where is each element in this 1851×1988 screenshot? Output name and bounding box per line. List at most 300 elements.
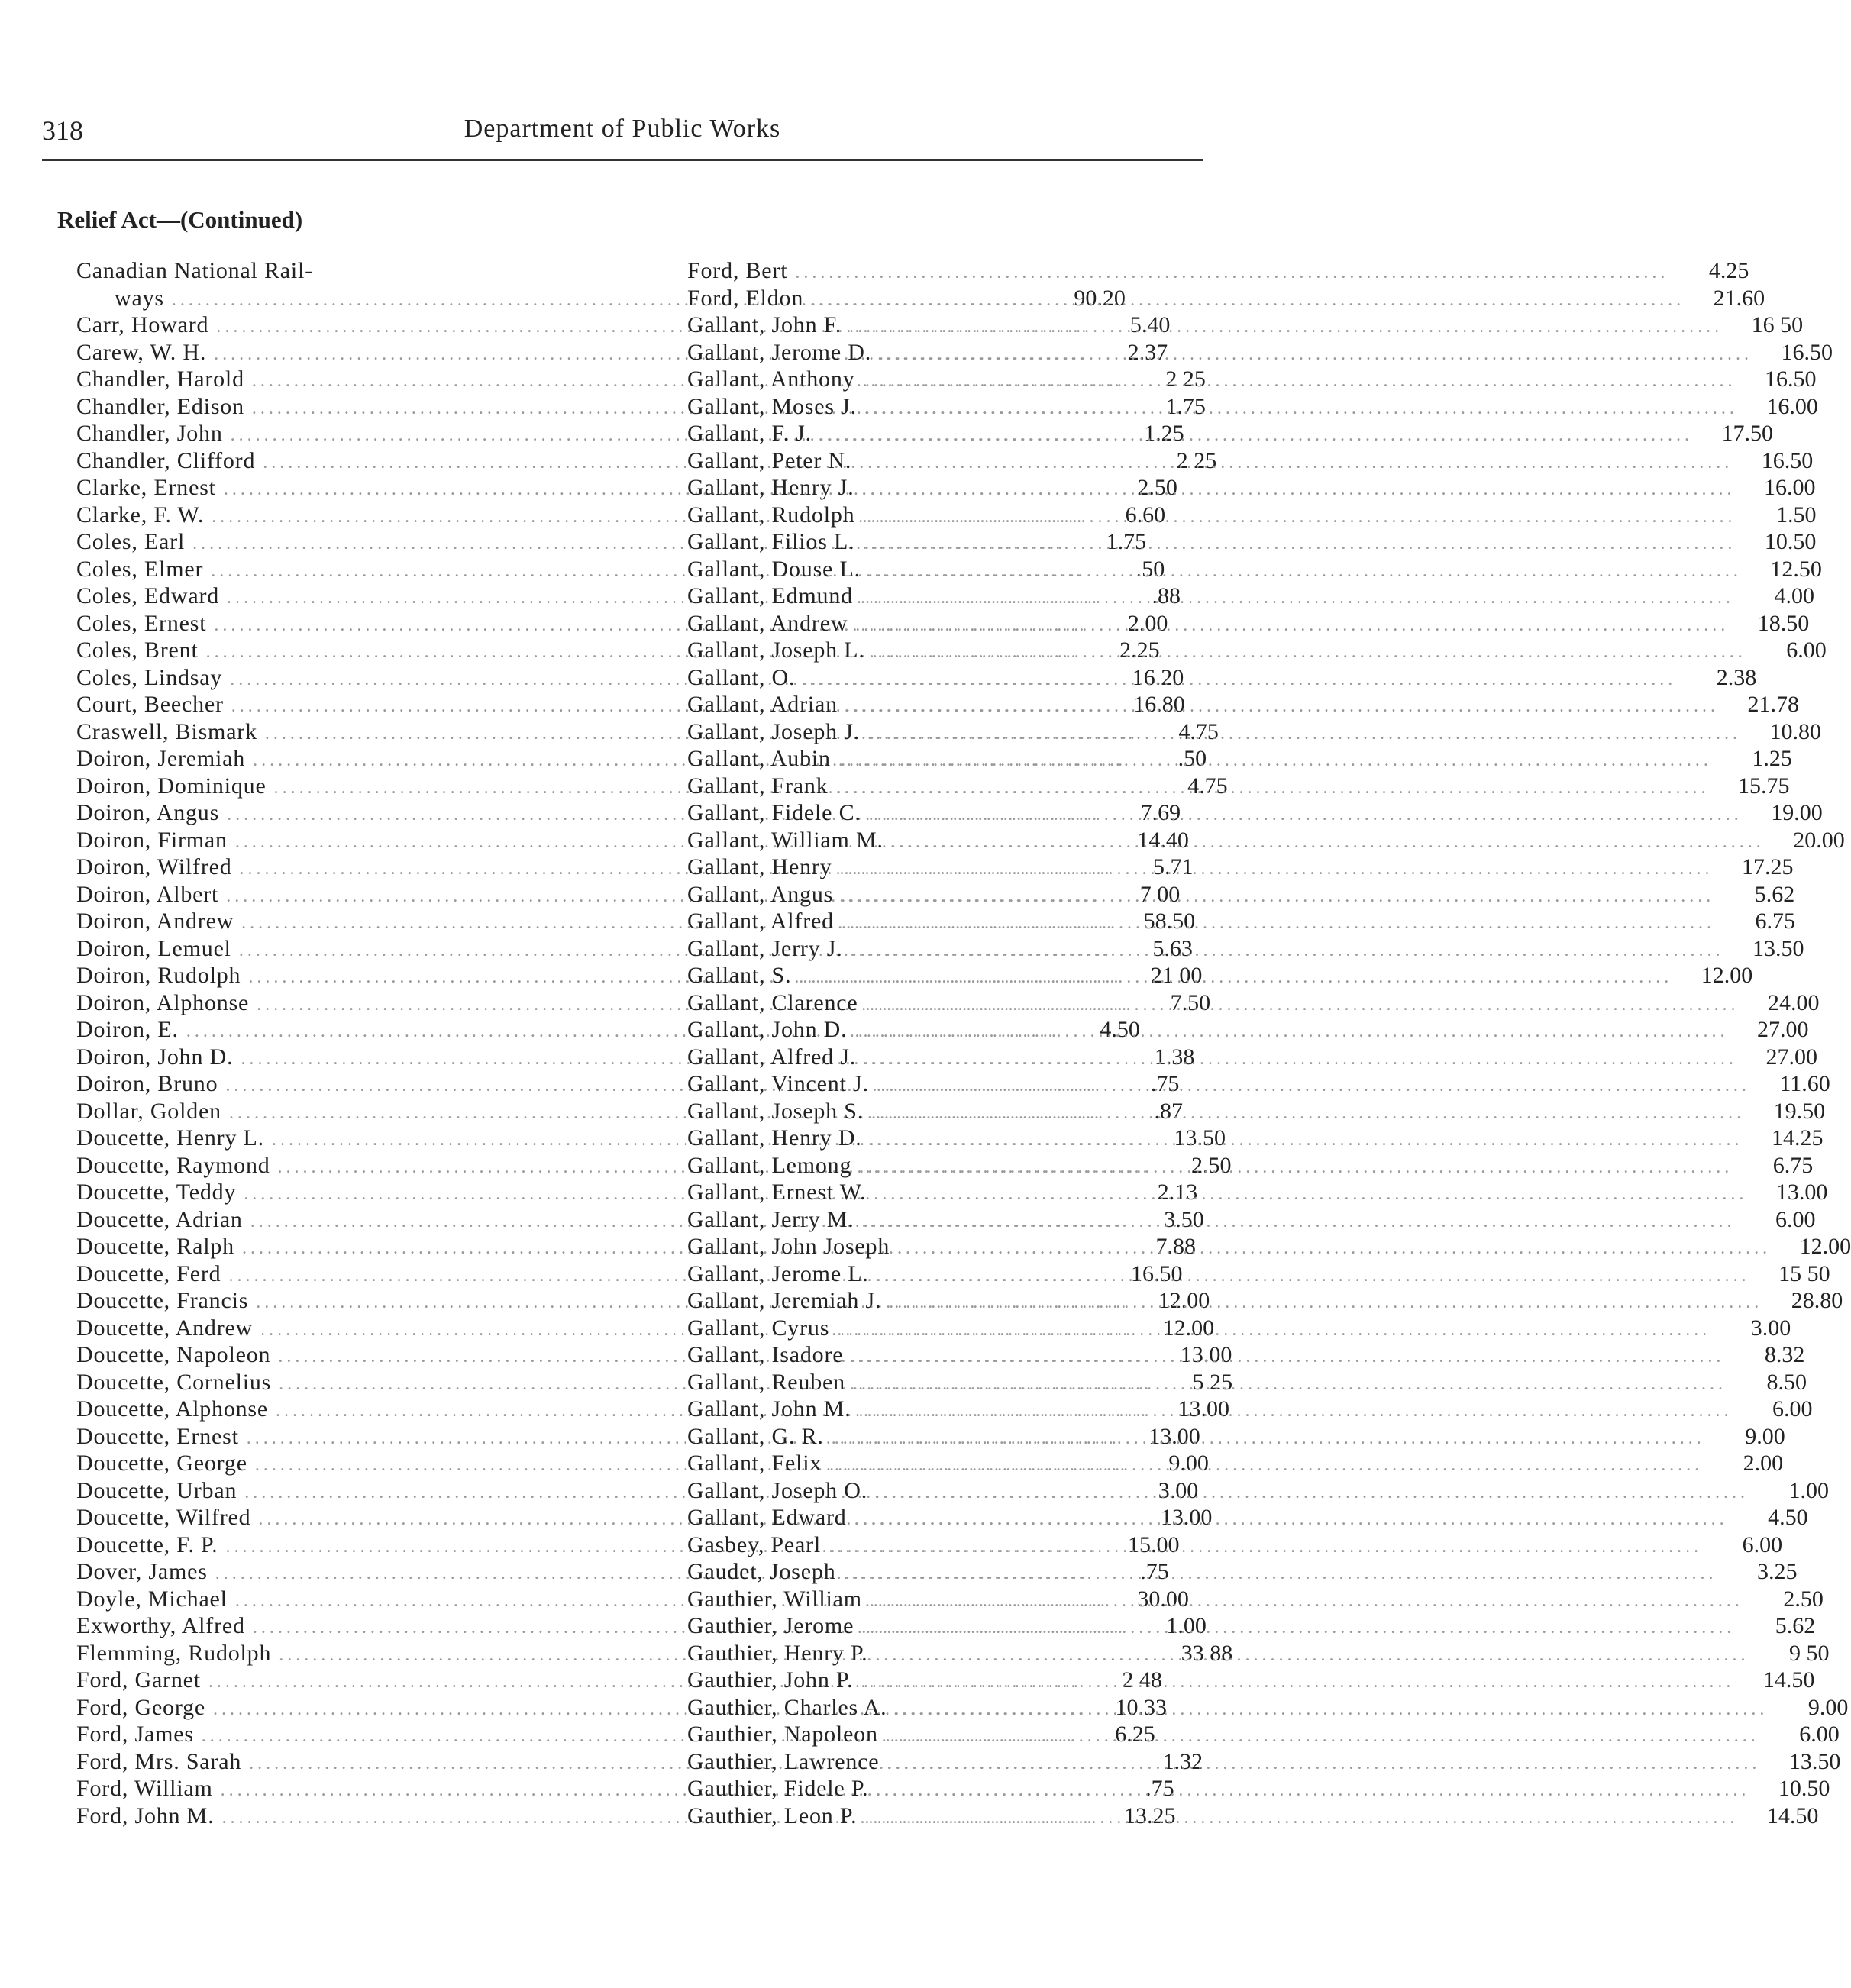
entry-amount: 5 25 [1192,1369,1233,1395]
dot-leader [876,1777,1749,1805]
dot-leader [886,1723,1759,1751]
entry-amount: 2.25 [1119,637,1160,663]
entry-amount: 6.00 [1775,1206,1816,1232]
entry-name: Gauthier, Henry P. [687,1640,868,1666]
list-item [687,285,1765,312]
entry-name: Doiron, Alphonse [76,989,250,1015]
entry-name: Doucette, Ernest [76,1423,239,1449]
entry-name-wrap [687,1287,1770,1317]
entry-name-wrap [687,1775,1757,1805]
entry-name: Exworthy, Alfred [76,1613,245,1638]
entry-name: Ford, Garnet [76,1667,201,1693]
list-item [687,339,1833,366]
dot-leader [803,666,1676,694]
dot-leader [842,910,1715,938]
list-item [687,610,1810,637]
dot-leader [894,1696,1768,1724]
entry-name: Chandler, John [76,421,223,446]
entry-name-wrap [687,989,1747,1019]
entry-amount: 7.50 [1170,989,1211,1015]
list-item [687,1802,1819,1830]
entry-amount: 13.00 [1775,1180,1828,1205]
dot-leader [829,1534,1702,1561]
entry-name: Doiron, Wilfred [76,854,232,879]
list-item [687,1775,1830,1802]
list-item [687,528,1817,556]
entry-name: Gallant, Jeremiah J. [687,1288,882,1313]
dot-leader [859,1154,1733,1182]
entry-name: Doucette, Henry L. [76,1125,264,1151]
entry-amount: 5.62 [1754,881,1795,907]
entry-amount: 3.25 [1757,1559,1798,1584]
entry-amount: 1.32 [1162,1748,1203,1774]
dot-leader [877,1263,1750,1290]
entry-name: Court, Beecher [76,692,224,717]
entry-amount: 16.50 [1761,447,1814,473]
list-item [687,1667,1815,1694]
entry-name-wrap [687,1586,1751,1615]
entry-name: Doucette, Ferd [76,1260,221,1286]
entry-amount: 10.80 [1769,718,1822,744]
entry-name: Gallant, Reuben [687,1369,845,1395]
dot-leader [875,1480,1749,1507]
entry-name-wrap [76,257,420,285]
entry-name: Doiron, E. [76,1017,179,1042]
dot-leader [869,802,1743,829]
running-title: Department of Public Works [464,115,781,143]
list-item [687,637,1827,664]
entry-name: Ford, Eldon [687,285,804,311]
entry-name-wrap [687,1315,1718,1344]
entry-name: Gaudet, Joseph [687,1559,836,1584]
entry-name: Ford, Bert [687,258,788,283]
entry-name-wrap [687,1098,1752,1128]
entry-name: Canadian National Rail- [76,258,313,283]
list-item [687,311,1804,339]
entry-name: Gallant, John D. [687,1017,848,1042]
entry-amount: 12.00 [1799,1234,1851,1259]
entry-name: Doucette, Adrian [76,1206,243,1232]
entry-name: Gallant, Angus [687,881,834,907]
entry-name-wrap [687,447,1740,477]
entry-name-wrap [687,854,1720,883]
entry-name-wrap [687,1450,1710,1480]
entry-name-wrap [687,420,1701,450]
entry-amount: 7 00 [1139,881,1181,907]
entry-amount: 2.00 [1743,1451,1784,1476]
entry-name: Doucette, Wilfred [76,1505,251,1530]
entry-name: Dollar, Golden [76,1098,221,1124]
entry-name: Gallant, John Joseph [687,1234,890,1259]
entry-name-wrap [687,664,1684,694]
entry-name-wrap [687,528,1743,558]
entry-name: Doucette, Ralph [76,1234,234,1259]
entry-amount: 16.00 [1766,393,1818,419]
entry-name-wrap [687,1044,1745,1073]
entry-amount: 13.50 [1174,1125,1226,1151]
entry-name: Gallant, G. R. [687,1423,824,1449]
entry-name: Gallant, Edmund [687,583,853,608]
entry-name-wrap [687,1206,1743,1236]
entry-name: Gallant, Rudolph [687,502,855,528]
entry-name: Ford, Mrs. Sarah [76,1748,242,1774]
entry-name: Doiron, Angus [76,800,220,825]
entry-amount: 13.00 [1180,1342,1232,1367]
dot-leader [799,964,1672,992]
entry-name: Doucette, Urban [76,1477,237,1503]
dot-leader [862,1209,1736,1236]
entry-name-wrap [687,773,1717,802]
entry-name: Flemming, Rudolph [76,1640,272,1666]
entry-amount: 2.37 [1127,339,1168,365]
entry-amount: 16.20 [1132,664,1184,690]
entry-name: Gallant, John F. [687,312,842,337]
entry-amount: 19.50 [1773,1098,1826,1124]
entry-amount: 6.75 [1772,1152,1814,1178]
dot-leader [874,1181,1747,1209]
entry-amount: 16.50 [1130,1260,1183,1286]
entry-amount: 58.50 [1143,908,1196,934]
entry-amount: 8.32 [1764,1342,1805,1367]
entry-amount: 13.25 [1123,1802,1176,1828]
entry-name-wrap [687,908,1723,938]
entry-amount: .50 [1177,746,1207,771]
page-number: 318 [42,115,83,146]
entry-name: Doucette, Andrew [76,1315,254,1341]
entry-amount: 6.00 [1742,1531,1783,1557]
entry-name: Gallant, Edward [687,1505,847,1530]
list-item [687,881,1795,908]
entry-amount: 1.38 [1154,1044,1195,1070]
entry-name: Gallant, Jerry J. [687,935,843,961]
entry-name: Doucette, Alphonse [76,1396,269,1422]
entry-amount: 12.00 [1158,1288,1210,1313]
entry-amount: 8.50 [1766,1369,1807,1395]
entry-name-wrap [687,311,1730,341]
dot-leader [864,395,1738,423]
entry-name: Gallant, Henry D. [687,1125,862,1151]
entry-amount: 6.75 [1755,908,1795,934]
dot-leader [864,1046,1737,1073]
entry-name-wrap [687,1125,1751,1154]
entry-name: Coles, Lindsay [76,664,223,690]
entry-name: Gallant, S. [687,963,792,988]
entry-name-wrap [687,393,1746,423]
dot-leader [862,531,1736,558]
dot-leader [841,883,1714,911]
entry-name: Gallant, Lemong [687,1152,852,1178]
entry-name-wrap [687,1233,1778,1263]
entry-name: Doucette, Francis [76,1288,249,1313]
dot-leader [838,747,1712,775]
dot-leader [819,422,1693,450]
dot-leader [864,1805,1738,1832]
entry-name: Doiron, Albert [76,881,219,907]
header-rule [42,159,1203,161]
dot-leader [868,558,1742,586]
dot-leader [870,1588,1743,1615]
entry-amount: 24.00 [1768,989,1820,1015]
entry-name-wrap [687,1477,1756,1507]
entry-name: Doiron, John D. [76,1044,234,1070]
entry-amount: 6.00 [1772,1396,1813,1422]
entry-amount: 3.00 [1158,1477,1199,1503]
entry-amount: 18.50 [1757,610,1810,636]
entry-name: Coles, Elmer [76,556,204,582]
entry-name-wrap [687,610,1736,640]
entry-amount: 1.50 [1775,502,1817,528]
entry-name: Gallant, Isadore [687,1342,844,1367]
entry-name: Gallant, O. [687,664,796,690]
entry-name: Doucette, F. P. [76,1531,218,1557]
entry-name: Gauthier, William [687,1586,862,1612]
entry-amount: 6.25 [1115,1722,1155,1747]
entry-name-wrap [687,1016,1736,1046]
dot-leader [811,287,1685,315]
entry-name: Gallant, Ernest W. [687,1180,867,1205]
entry-amount: 17.25 [1741,854,1794,879]
dot-leader [866,992,1740,1019]
entry-name: Gallant, Fidele C. [687,800,861,825]
dot-leader [879,341,1752,369]
dot-leader [862,368,1736,395]
entry-name-wrap [687,1694,1775,1724]
entry-name-wrap [687,1070,1758,1100]
entry-name: Carew, W. H. [76,339,207,365]
list-item [687,1721,1840,1748]
entry-name: Doucette, Cornelius [76,1369,272,1395]
entry-name: Gallant, Jerome D. [687,339,871,365]
entry-name: Clarke, Ernest [76,475,216,500]
entry-amount: 6.00 [1786,637,1827,663]
dot-leader [829,1452,1703,1480]
entry-amount: 14.40 [1137,827,1189,853]
entry-name: Chandler, Edison [76,393,244,419]
list-item [76,257,565,285]
entry-name: Dover, James [76,1559,208,1584]
dot-leader [870,1127,1743,1154]
entry-name: Gallant, Joseph S. [687,1098,864,1124]
dot-leader [853,1371,1727,1399]
entry-name-wrap [687,1504,1736,1534]
entry-name: Gallant, Cyrus [687,1315,830,1341]
entry-name: Gallant, Joseph O. [687,1477,868,1503]
entry-name: Doucette, Napoleon [76,1342,271,1367]
entry-amount: 4.00 [1774,583,1814,608]
entry-amount: 5.40 [1129,312,1171,337]
entry-amount: 4.50 [1100,1017,1140,1042]
entry-name: Gallant, Alfred J. [687,1044,857,1070]
dot-leader [854,1018,1728,1046]
entry-name: Carr, Howard [76,312,209,337]
entry-name: Gallant, Moses J. [687,393,857,419]
list-item [687,799,1823,827]
entry-name-wrap [687,502,1743,531]
entry-amount: 5.71 [1153,854,1194,879]
entry-amount: 4.75 [1187,773,1228,799]
entry-amount: 19.00 [1771,800,1823,825]
entry-name: Coles, Edward [76,583,220,608]
entry-name: Gasbey, Pearl [687,1531,822,1557]
entry-amount: 1.00 [1788,1477,1830,1503]
entry-name: Gallant, Felix [687,1451,822,1476]
entry-amount: 2.50 [1191,1152,1232,1178]
entry-amount: 3.00 [1750,1315,1791,1341]
entry-amount: 13.00 [1148,1423,1200,1449]
entry-amount: 2.00 [1127,610,1168,636]
entry-name-wrap [687,1612,1743,1642]
entry-amount: 6.60 [1125,502,1166,528]
entry-name-wrap [687,1152,1740,1182]
entry-amount: 7.69 [1140,800,1181,825]
entry-amount: 12.00 [1162,1315,1215,1341]
dot-leader [862,504,1736,531]
entry-amount: 13.50 [1788,1748,1841,1774]
entry-name-wrap [687,691,1727,721]
entry-name: Gallant, Anthony [687,366,855,392]
entry-name-wrap [687,1341,1732,1371]
entry-name-wrap [687,1396,1740,1425]
dot-leader [832,1425,1705,1453]
entry-amount: 16.00 [1764,475,1816,500]
entry-name-wrap [687,1667,1742,1696]
dot-leader [844,1560,1717,1588]
entry-name: Gallant, Clarence [687,989,858,1015]
list-item [687,257,1749,285]
entry-amount: 20.00 [1793,827,1845,853]
entry-amount: 16.50 [1764,366,1817,392]
dot-leader [862,476,1736,504]
entry-amount: 13.50 [1752,935,1804,961]
dot-leader [887,1751,1760,1778]
entry-amount: 2 48 [1122,1667,1162,1693]
entry-name: Doiron, Jeremiah [76,746,246,771]
entry-name: Gauthier, Leon P. [687,1802,858,1828]
dot-leader [861,1615,1735,1642]
entry-name-wrap [687,339,1760,369]
entry-name: Coles, Ernest [76,610,207,636]
entry-name: Doiron, Firman [76,827,228,853]
entry-name-wrap [687,1721,1767,1751]
entry-amount: .87 [1154,1098,1183,1124]
entry-name: Gallant, Andrew [687,610,848,636]
dot-leader [858,1398,1732,1425]
entry-name: Doiron, Rudolph [76,963,241,988]
entry-amount: 9.00 [1745,1423,1785,1449]
entry-name: Gauthier, Fidele P. [687,1776,869,1801]
entry-amount: 1.00 [1166,1613,1207,1638]
entry-amount: 14.50 [1766,1802,1819,1828]
entry-name-wrap [687,1179,1755,1209]
entry-name-wrap [687,1423,1713,1453]
entry-name: Doiron, Lemuel [76,935,231,961]
entry-name: Chandler, Harold [76,366,244,392]
dot-leader [876,1642,1749,1670]
entry-amount: 15.75 [1738,773,1790,799]
entry-name: Gallant, Alfred [687,908,834,934]
entry-name-wrap [687,474,1743,504]
entry-name-wrap [687,1260,1758,1290]
list-item [687,1260,1830,1288]
entry-amount: 2.38 [1716,664,1757,690]
dot-leader [839,856,1713,883]
dot-leader [891,829,1765,857]
entry-amount: .50 [1135,556,1165,582]
entry-name: Clarke, F. W. [76,502,205,528]
list-item [687,1558,1798,1586]
entry-name: Gallant, Douse L. [687,556,861,582]
dot-leader [897,1235,1771,1263]
entry-amount: 9.00 [1168,1451,1209,1476]
entry-amount: 15.00 [1127,1531,1180,1557]
entry-name-wrap [687,962,1680,992]
entry-name: ways [115,285,164,311]
entry-name-wrap [687,637,1754,666]
entry-name: Gallant, Joseph J. [687,718,861,744]
entry-amount: 5.63 [1152,935,1193,961]
entry-name-wrap [687,1748,1768,1778]
entry-amount: 9 50 [1789,1640,1830,1666]
entry-name-wrap [687,1640,1757,1670]
entry-name: Coles, Earl [76,529,186,554]
entry-name-wrap [687,799,1750,829]
dot-leader [859,450,1733,477]
entry-amount: 30.00 [1137,1586,1189,1612]
entry-amount: 2.50 [1783,1586,1824,1612]
entry-name: Doucette, George [76,1451,247,1476]
dot-leader [861,585,1734,612]
entry-amount: 12.50 [1770,556,1822,582]
entry-amount: 21 00 [1150,963,1203,988]
entry-name: Craswell, Bismark [76,718,257,744]
dot-leader [795,260,1668,287]
entry-amount: 90.20 [1074,285,1126,311]
dot-leader [854,1506,1728,1534]
entry-amount: .75 [1140,1559,1169,1584]
entry-amount: 2.50 [1137,475,1177,500]
dot-leader [871,1100,1745,1128]
entry-name: Gauthier, Lawrence [687,1748,880,1774]
entry-name-wrap [687,718,1749,748]
list-item [687,1016,1809,1044]
entry-name: Gallant, Vincent J. [687,1071,869,1096]
entry-name: Gallant, Henry [687,854,832,879]
entry-name: Gallant, William M. [687,827,884,853]
entry-amount: 5.62 [1775,1613,1816,1638]
entry-amount: 28.80 [1791,1288,1843,1313]
entry-name: Doiron, Dominique [76,773,267,799]
entry-amount: 21.78 [1747,692,1799,717]
entry-amount: 12.00 [1701,963,1753,988]
entry-amount: 1.25 [1752,746,1792,771]
entry-amount: 1.75 [1165,393,1206,419]
entry-name: Gallant, Henry J. [687,475,854,500]
entry-amount: 1.75 [1106,529,1147,554]
entry-amount: 33 88 [1181,1640,1233,1666]
entry-amount: 4.50 [1768,1505,1808,1530]
entry-name-wrap [687,285,1692,315]
dot-leader [855,612,1729,640]
dot-leader [836,775,1710,802]
list-item [687,1694,1849,1722]
entry-name-wrap [687,935,1732,965]
entry-amount: 17.50 [1721,421,1773,446]
entry-name: Doiron, Andrew [76,908,234,934]
list-item [687,1531,1783,1559]
entry-amount: 11.60 [1779,1071,1830,1096]
list-item [687,664,1757,692]
entry-name: Doucette, Raymond [76,1152,270,1178]
